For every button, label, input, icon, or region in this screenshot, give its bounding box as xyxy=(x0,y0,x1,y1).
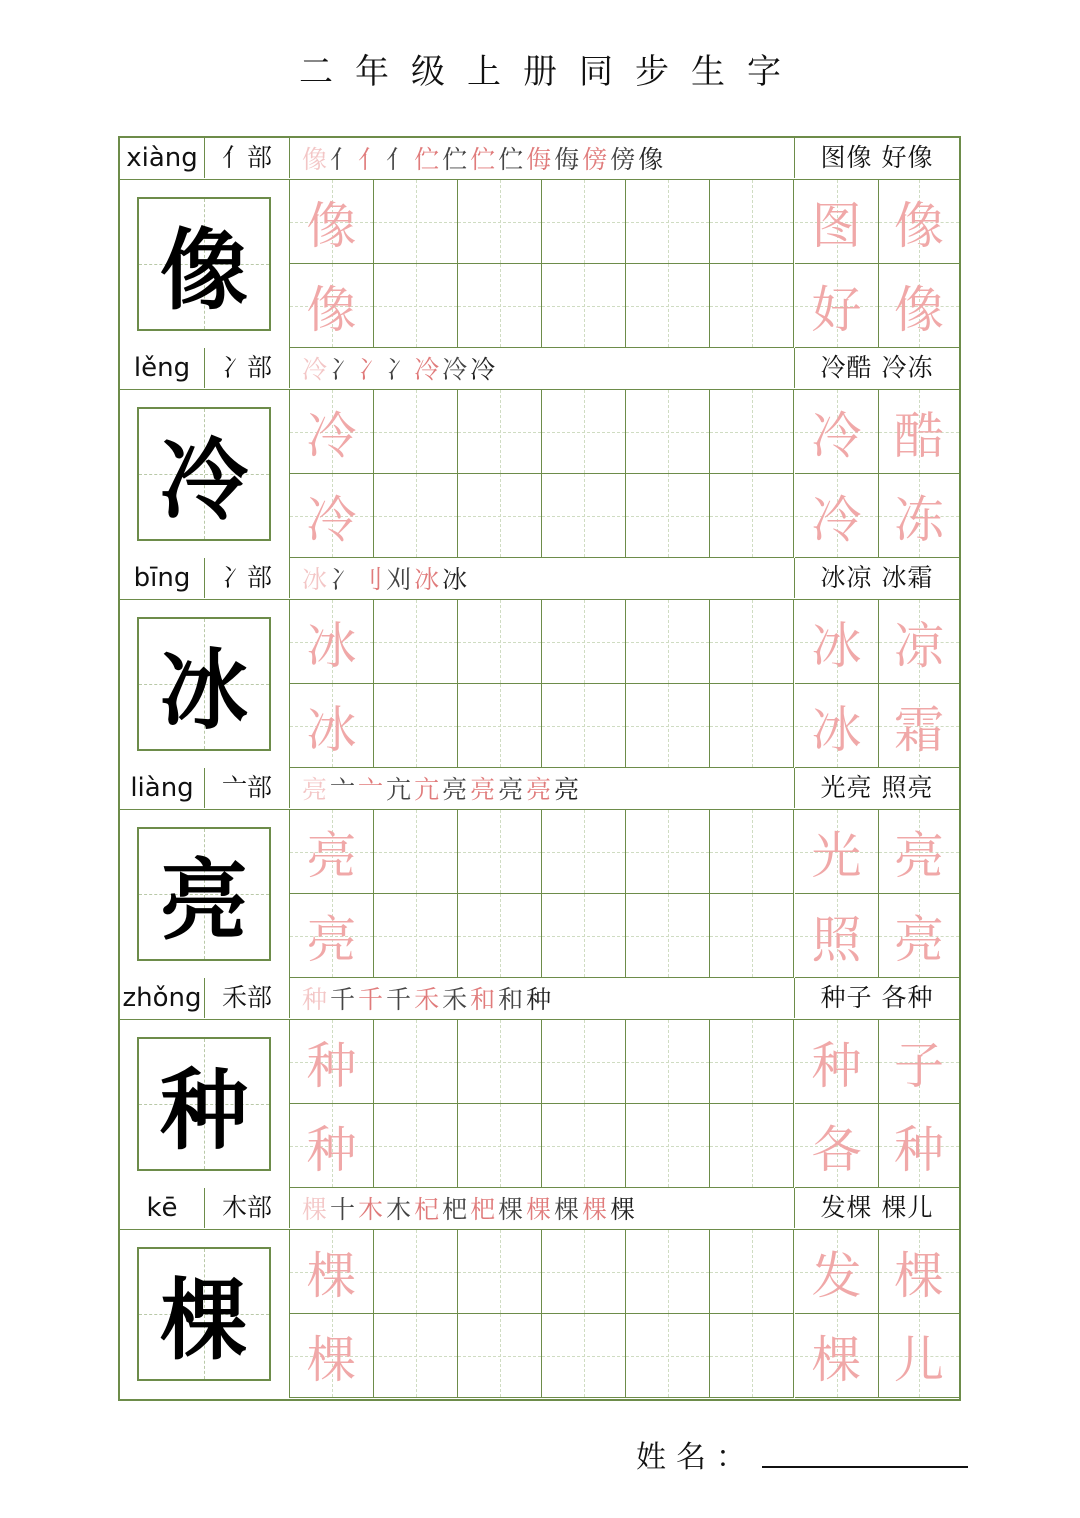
stroke-order xyxy=(290,978,795,1018)
word-trace-cell[interactable]: 亮 xyxy=(879,894,959,978)
practice-cell[interactable] xyxy=(710,810,794,894)
practice-cell[interactable] xyxy=(374,1104,458,1188)
stroke-order xyxy=(290,348,795,388)
practice-cell[interactable] xyxy=(542,1020,626,1104)
vocabulary-words: 图像 好像 xyxy=(820,143,934,172)
practice-cell[interactable] xyxy=(374,1020,458,1104)
vocabulary-words: 种子 各种 xyxy=(820,983,934,1012)
practice-cell[interactable] xyxy=(458,1104,542,1188)
stroke-step: 和 xyxy=(498,985,524,1014)
model-character-column xyxy=(120,1230,290,1398)
practice-cell[interactable] xyxy=(710,1020,794,1104)
stroke-step: 亻 xyxy=(330,145,356,174)
model-character-column xyxy=(120,1020,290,1188)
practice-cell[interactable] xyxy=(626,1020,710,1104)
character-block xyxy=(120,558,959,768)
word-trace-cell[interactable]: 儿 xyxy=(879,1314,959,1398)
name-input-line[interactable] xyxy=(762,1466,968,1468)
practice-cell[interactable] xyxy=(458,180,542,264)
stroke-step: 种 xyxy=(302,985,328,1014)
name-label: 姓名： xyxy=(636,1440,756,1475)
practice-cell[interactable] xyxy=(626,180,710,264)
word-trace-cell[interactable]: 亮 xyxy=(879,810,959,894)
practice-cell[interactable] xyxy=(542,684,626,768)
practice-cell[interactable] xyxy=(710,684,794,768)
word-trace-cell[interactable]: 冰 xyxy=(795,684,879,768)
stroke-order xyxy=(290,1188,795,1228)
practice-cell[interactable] xyxy=(626,1104,710,1188)
trace-cell[interactable]: 冷 xyxy=(290,390,374,474)
practice-cell[interactable] xyxy=(542,1314,626,1398)
stroke-step: 亢 xyxy=(386,775,412,804)
practice-cell[interactable] xyxy=(458,600,542,684)
stroke-step: 亠 xyxy=(358,775,384,804)
practice-cell[interactable] xyxy=(710,600,794,684)
stroke-step: 亮 xyxy=(470,775,496,804)
word-trace-cell[interactable]: 酷 xyxy=(879,390,959,474)
stroke-step: 亮 xyxy=(554,775,580,804)
practice-cell[interactable] xyxy=(458,684,542,768)
trace-cell[interactable]: 棵 xyxy=(290,1314,374,1398)
practice-cell[interactable] xyxy=(458,894,542,978)
practice-cell[interactable] xyxy=(374,1314,458,1398)
stroke-step: 像 xyxy=(302,145,328,174)
stroke-step: 伫 xyxy=(414,145,440,174)
practice-cell[interactable] xyxy=(710,180,794,264)
pinyin: lěng xyxy=(120,348,205,388)
practice-cell[interactable] xyxy=(710,390,794,474)
stroke-step: 亮 xyxy=(526,775,552,804)
character-block xyxy=(120,348,959,558)
word-trace-cell[interactable]: 冷 xyxy=(795,474,879,558)
practice-cell[interactable] xyxy=(374,810,458,894)
stroke-step: 棵 xyxy=(526,1195,552,1224)
pinyin: bīng xyxy=(120,558,205,598)
practice-cell[interactable] xyxy=(374,390,458,474)
model-character-column xyxy=(120,810,290,978)
stroke-step: 傍 xyxy=(610,145,636,174)
stroke-step: 像 xyxy=(638,145,664,174)
practice-cell[interactable] xyxy=(374,264,458,348)
character-header xyxy=(120,138,959,180)
stroke-step: 刂 xyxy=(358,565,384,594)
stroke-step: 木 xyxy=(386,1195,412,1224)
trace-cell[interactable]: 种 xyxy=(290,1104,374,1188)
trace-cell[interactable]: 棵 xyxy=(290,1230,374,1314)
word-trace-cell[interactable]: 棵 xyxy=(795,1314,879,1398)
trace-cell[interactable]: 亮 xyxy=(290,894,374,978)
stroke-step: 杷 xyxy=(470,1195,496,1224)
practice-cell[interactable] xyxy=(542,894,626,978)
practice-cell[interactable] xyxy=(374,180,458,264)
page-title: 二年级上册同步生字 xyxy=(299,52,803,92)
stroke-step: 侮 xyxy=(526,145,552,174)
practice-cell[interactable] xyxy=(458,1314,542,1398)
word-trace-cell[interactable]: 种 xyxy=(795,1020,879,1104)
stroke-step: 冷 xyxy=(470,355,496,384)
practice-cell[interactable] xyxy=(458,474,542,558)
stroke-step: 棵 xyxy=(610,1195,636,1224)
character-header xyxy=(120,348,959,390)
practice-cell[interactable] xyxy=(458,810,542,894)
character-header xyxy=(120,978,959,1020)
practice-cell[interactable] xyxy=(626,264,710,348)
character-header xyxy=(120,768,959,810)
practice-cell[interactable] xyxy=(626,810,710,894)
stroke-step: 伫 xyxy=(498,145,524,174)
word-trace-cell[interactable]: 发 xyxy=(795,1230,879,1314)
model-character: 种 xyxy=(137,1037,271,1171)
practice-cell[interactable] xyxy=(710,474,794,558)
vocabulary-words: 光亮 照亮 xyxy=(820,773,934,802)
radical: 木部 xyxy=(205,1188,290,1228)
character-block xyxy=(120,1188,959,1398)
practice-cell[interactable] xyxy=(542,600,626,684)
practice-cell[interactable] xyxy=(458,264,542,348)
word-trace-cell[interactable]: 种 xyxy=(879,1104,959,1188)
stroke-step: 冷 xyxy=(302,355,328,384)
practice-cell[interactable] xyxy=(626,684,710,768)
stroke-step: 十 xyxy=(330,1195,356,1224)
stroke-step: 棵 xyxy=(302,1195,328,1224)
stroke-order xyxy=(290,138,795,178)
practice-cell[interactable] xyxy=(458,1230,542,1314)
stroke-step: 和 xyxy=(470,985,496,1014)
stroke-step: 刈 xyxy=(386,565,412,594)
word-trace-cell[interactable]: 好 xyxy=(795,264,879,348)
word-trace-cell[interactable]: 冷 xyxy=(795,390,879,474)
radical: 亠部 xyxy=(205,768,290,808)
word-trace-cell[interactable]: 光 xyxy=(795,810,879,894)
model-character: 冷 xyxy=(137,407,271,541)
practice-cell[interactable] xyxy=(542,180,626,264)
word-trace-cell[interactable]: 各 xyxy=(795,1104,879,1188)
stroke-step: 冰 xyxy=(442,565,468,594)
practice-cell[interactable] xyxy=(374,1230,458,1314)
stroke-step: 冰 xyxy=(414,565,440,594)
trace-cell[interactable]: 冰 xyxy=(290,684,374,768)
character-block xyxy=(120,768,959,978)
stroke-step: 伫 xyxy=(470,145,496,174)
pinyin: zhǒng xyxy=(120,978,205,1018)
word-trace-cell[interactable]: 图 xyxy=(795,180,879,264)
trace-cell[interactable]: 像 xyxy=(290,264,374,348)
stroke-step: 冷 xyxy=(442,355,468,384)
practice-cell[interactable] xyxy=(710,1104,794,1188)
word-trace-cell[interactable]: 棵 xyxy=(879,1230,959,1314)
practice-cell[interactable] xyxy=(458,1020,542,1104)
stroke-step: 侮 xyxy=(554,145,580,174)
practice-cell[interactable] xyxy=(374,474,458,558)
stroke-step: 杞 xyxy=(414,1195,440,1224)
practice-cell[interactable] xyxy=(626,390,710,474)
stroke-step: 千 xyxy=(330,985,356,1014)
stroke-step: 种 xyxy=(526,985,552,1014)
stroke-step: 千 xyxy=(358,985,384,1014)
practice-cell[interactable] xyxy=(626,894,710,978)
word-trace-cell[interactable]: 冰 xyxy=(795,600,879,684)
radical: 冫部 xyxy=(205,558,290,598)
stroke-order xyxy=(290,558,795,598)
practice-cell[interactable] xyxy=(626,1230,710,1314)
practice-cell[interactable] xyxy=(458,390,542,474)
trace-cell[interactable]: 亮 xyxy=(290,810,374,894)
practice-cell[interactable] xyxy=(626,474,710,558)
stroke-step: 傍 xyxy=(582,145,608,174)
vocabulary-words: 冰凉 冰霜 xyxy=(820,563,934,592)
practice-cell[interactable] xyxy=(374,894,458,978)
stroke-step: 棵 xyxy=(498,1195,524,1224)
trace-cell[interactable]: 种 xyxy=(290,1020,374,1104)
stroke-step: 亮 xyxy=(442,775,468,804)
trace-cell[interactable]: 冷 xyxy=(290,474,374,558)
practice-cell[interactable] xyxy=(626,1314,710,1398)
character-block xyxy=(120,138,959,348)
practice-cell[interactable] xyxy=(374,600,458,684)
practice-cell[interactable] xyxy=(542,810,626,894)
practice-cell[interactable] xyxy=(542,390,626,474)
vocabulary-words: 发棵 棵儿 xyxy=(820,1193,934,1222)
pinyin: liàng xyxy=(120,768,205,808)
model-character: 冰 xyxy=(137,617,271,751)
word-trace-cell[interactable]: 霜 xyxy=(879,684,959,768)
stroke-step: 冰 xyxy=(302,565,328,594)
word-trace-cell[interactable]: 子 xyxy=(879,1020,959,1104)
radical: 亻部 xyxy=(205,138,290,178)
stroke-step: 亻 xyxy=(386,145,412,174)
trace-cell[interactable]: 像 xyxy=(290,180,374,264)
practice-cell[interactable] xyxy=(542,474,626,558)
practice-sheet xyxy=(118,136,961,1401)
character-header xyxy=(120,558,959,600)
stroke-step: 亢 xyxy=(414,775,440,804)
practice-cell[interactable] xyxy=(542,1104,626,1188)
stroke-step: 亻 xyxy=(358,145,384,174)
model-character-column xyxy=(120,390,290,558)
vocabulary-words: 冷酷 冷冻 xyxy=(820,353,934,382)
stroke-step: 禾 xyxy=(442,985,468,1014)
practice-cell[interactable] xyxy=(710,264,794,348)
stroke-step: 棵 xyxy=(582,1195,608,1224)
stroke-step: 棵 xyxy=(554,1195,580,1224)
practice-cell[interactable] xyxy=(710,1314,794,1398)
stroke-step: 冷 xyxy=(414,355,440,384)
practice-cell[interactable] xyxy=(710,1230,794,1314)
model-character: 亮 xyxy=(137,827,271,961)
word-trace-cell[interactable]: 冻 xyxy=(879,474,959,558)
stroke-step: 亠 xyxy=(330,775,356,804)
model-character: 像 xyxy=(137,197,271,331)
word-trace-cell[interactable]: 照 xyxy=(795,894,879,978)
radical: 禾部 xyxy=(205,978,290,1018)
stroke-step: 禾 xyxy=(414,985,440,1014)
stroke-step: 冫 xyxy=(386,355,412,384)
practice-cell[interactable] xyxy=(542,264,626,348)
model-character-column xyxy=(120,180,290,348)
trace-cell[interactable]: 冰 xyxy=(290,600,374,684)
pinyin: kē xyxy=(120,1188,205,1228)
practice-cell[interactable] xyxy=(710,894,794,978)
practice-cell[interactable] xyxy=(374,684,458,768)
word-trace-cell[interactable]: 像 xyxy=(879,180,959,264)
character-block xyxy=(120,978,959,1188)
stroke-step: 杷 xyxy=(442,1195,468,1224)
stroke-step: 冫 xyxy=(358,355,384,384)
word-trace-cell[interactable]: 凉 xyxy=(879,600,959,684)
model-character-column xyxy=(120,600,290,768)
stroke-step: 冫 xyxy=(330,565,356,594)
pinyin: xiàng xyxy=(120,138,205,178)
radical: 冫部 xyxy=(205,348,290,388)
stroke-step: 亮 xyxy=(498,775,524,804)
practice-cell[interactable] xyxy=(542,1230,626,1314)
stroke-step: 亮 xyxy=(302,775,328,804)
character-header xyxy=(120,1188,959,1230)
word-trace-cell[interactable]: 像 xyxy=(879,264,959,348)
practice-cell[interactable] xyxy=(626,600,710,684)
stroke-step: 千 xyxy=(386,985,412,1014)
model-character: 棵 xyxy=(137,1247,271,1381)
stroke-step: 冫 xyxy=(330,355,356,384)
stroke-step: 伫 xyxy=(442,145,468,174)
stroke-step: 木 xyxy=(358,1195,384,1224)
stroke-order xyxy=(290,768,795,808)
